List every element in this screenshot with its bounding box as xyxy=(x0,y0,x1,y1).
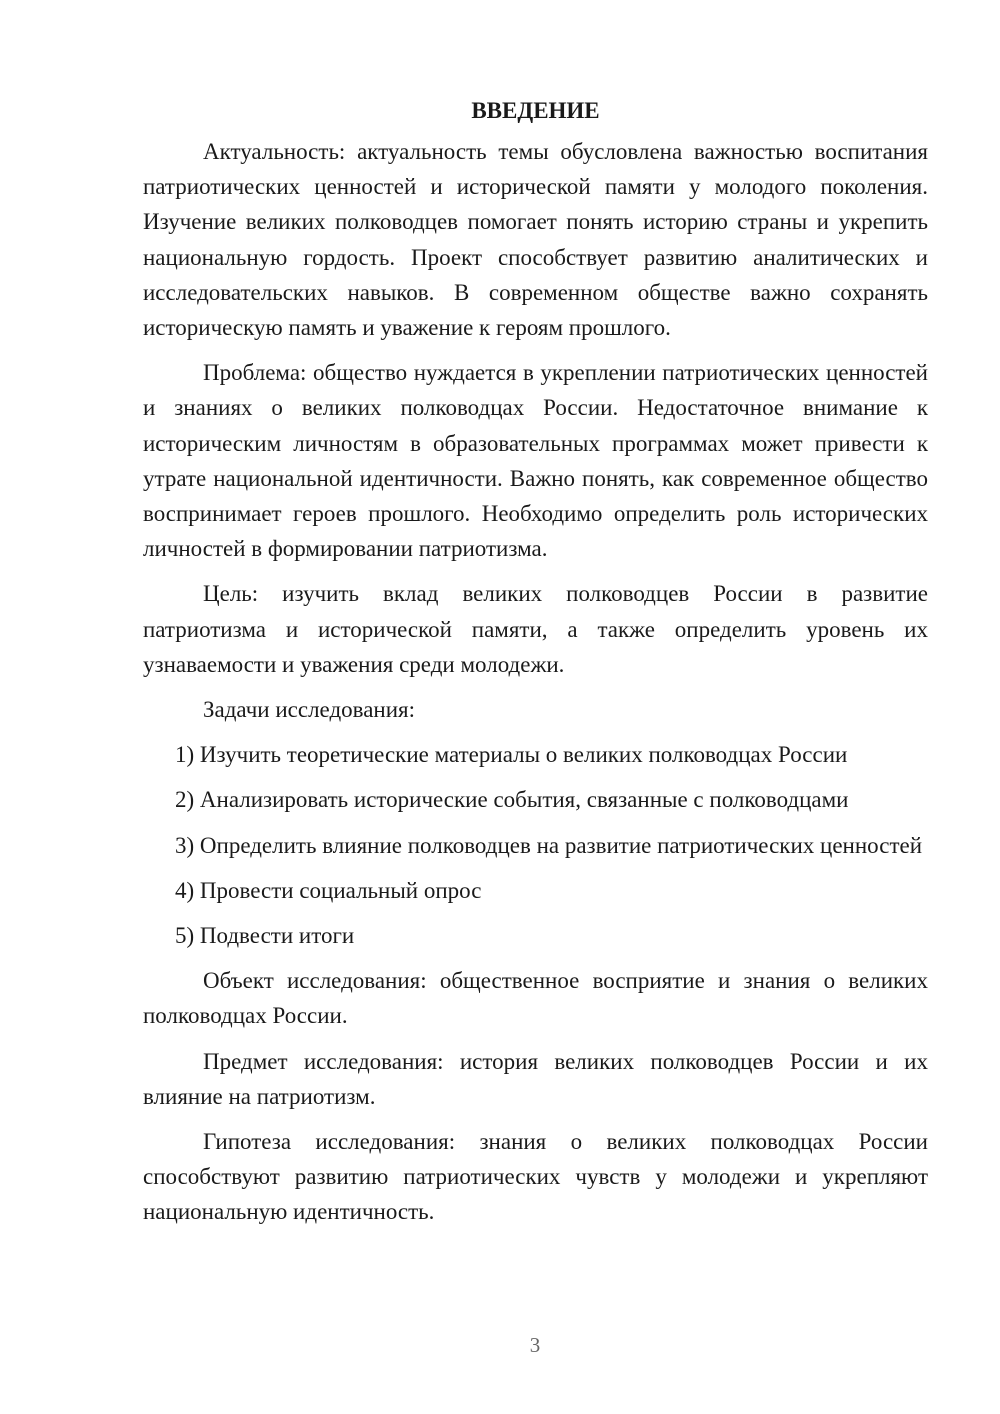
page-content xyxy=(143,93,928,1240)
task-item: 5) Подвести итоги xyxy=(175,923,355,949)
task-item: 3) Определить влияние полководцев на развитие патриотических ценностей xyxy=(175,832,923,858)
task-item: 1) Изучить теоретические материалы о великих полководцах России xyxy=(175,742,848,768)
task-item: 2) Анализировать исторические события, связанные с полководцами xyxy=(175,787,849,813)
tasks-heading: Задачи исследования: xyxy=(203,697,416,723)
goal-paragraph: Цель: изучить вклад великих полководцев России в развитие патриотизма и исторической памяти, а также определить уровень их узнаваемости и уважения среди молодежи. xyxy=(143,581,928,677)
page-number: 3 xyxy=(529,1333,541,1357)
page-title: ВВЕДЕНИЕ xyxy=(471,98,600,123)
object-paragraph: Объект исследования: общественное восприятие и знания о великих полководцах России. xyxy=(143,968,928,1029)
task-item: 4) Провести социальный опрос xyxy=(175,877,482,903)
relevance-paragraph: Актуальность: актуальность темы обусловлена важностью воспитания патриотических ценностей и исторической памяти у молодого поколения. Изучение великих полководцев помогает понять историю страны и укрепить национальную гордость. Проект способствует развитию аналитических и исследовательских навыков. В современном обществе важно сохранять историческую память и уважение к героям прошлого. xyxy=(143,139,928,341)
hypothesis-paragraph: Гипотеза исследования: знания о великих полководцах России способствуют развитию патриотических чувств у молодежи и укрепляют национальную идентичность. xyxy=(143,1129,928,1225)
problem-paragraph: Проблема: общество нуждается в укреплении патриотических ценностей и знаниях о великих полководцах России. Недостаточное внимание к историческим личностям в образовательных программах может привести к утрате национальной идентичности. Важно понять, как современное общество воспринимает героев прошлого. Необходимо определить роль исторических личностей в формировании патриотизма. xyxy=(143,360,928,562)
subject-paragraph: Предмет исследования: история великих полководцев России и их влияние на патриотизм. xyxy=(143,1048,928,1109)
